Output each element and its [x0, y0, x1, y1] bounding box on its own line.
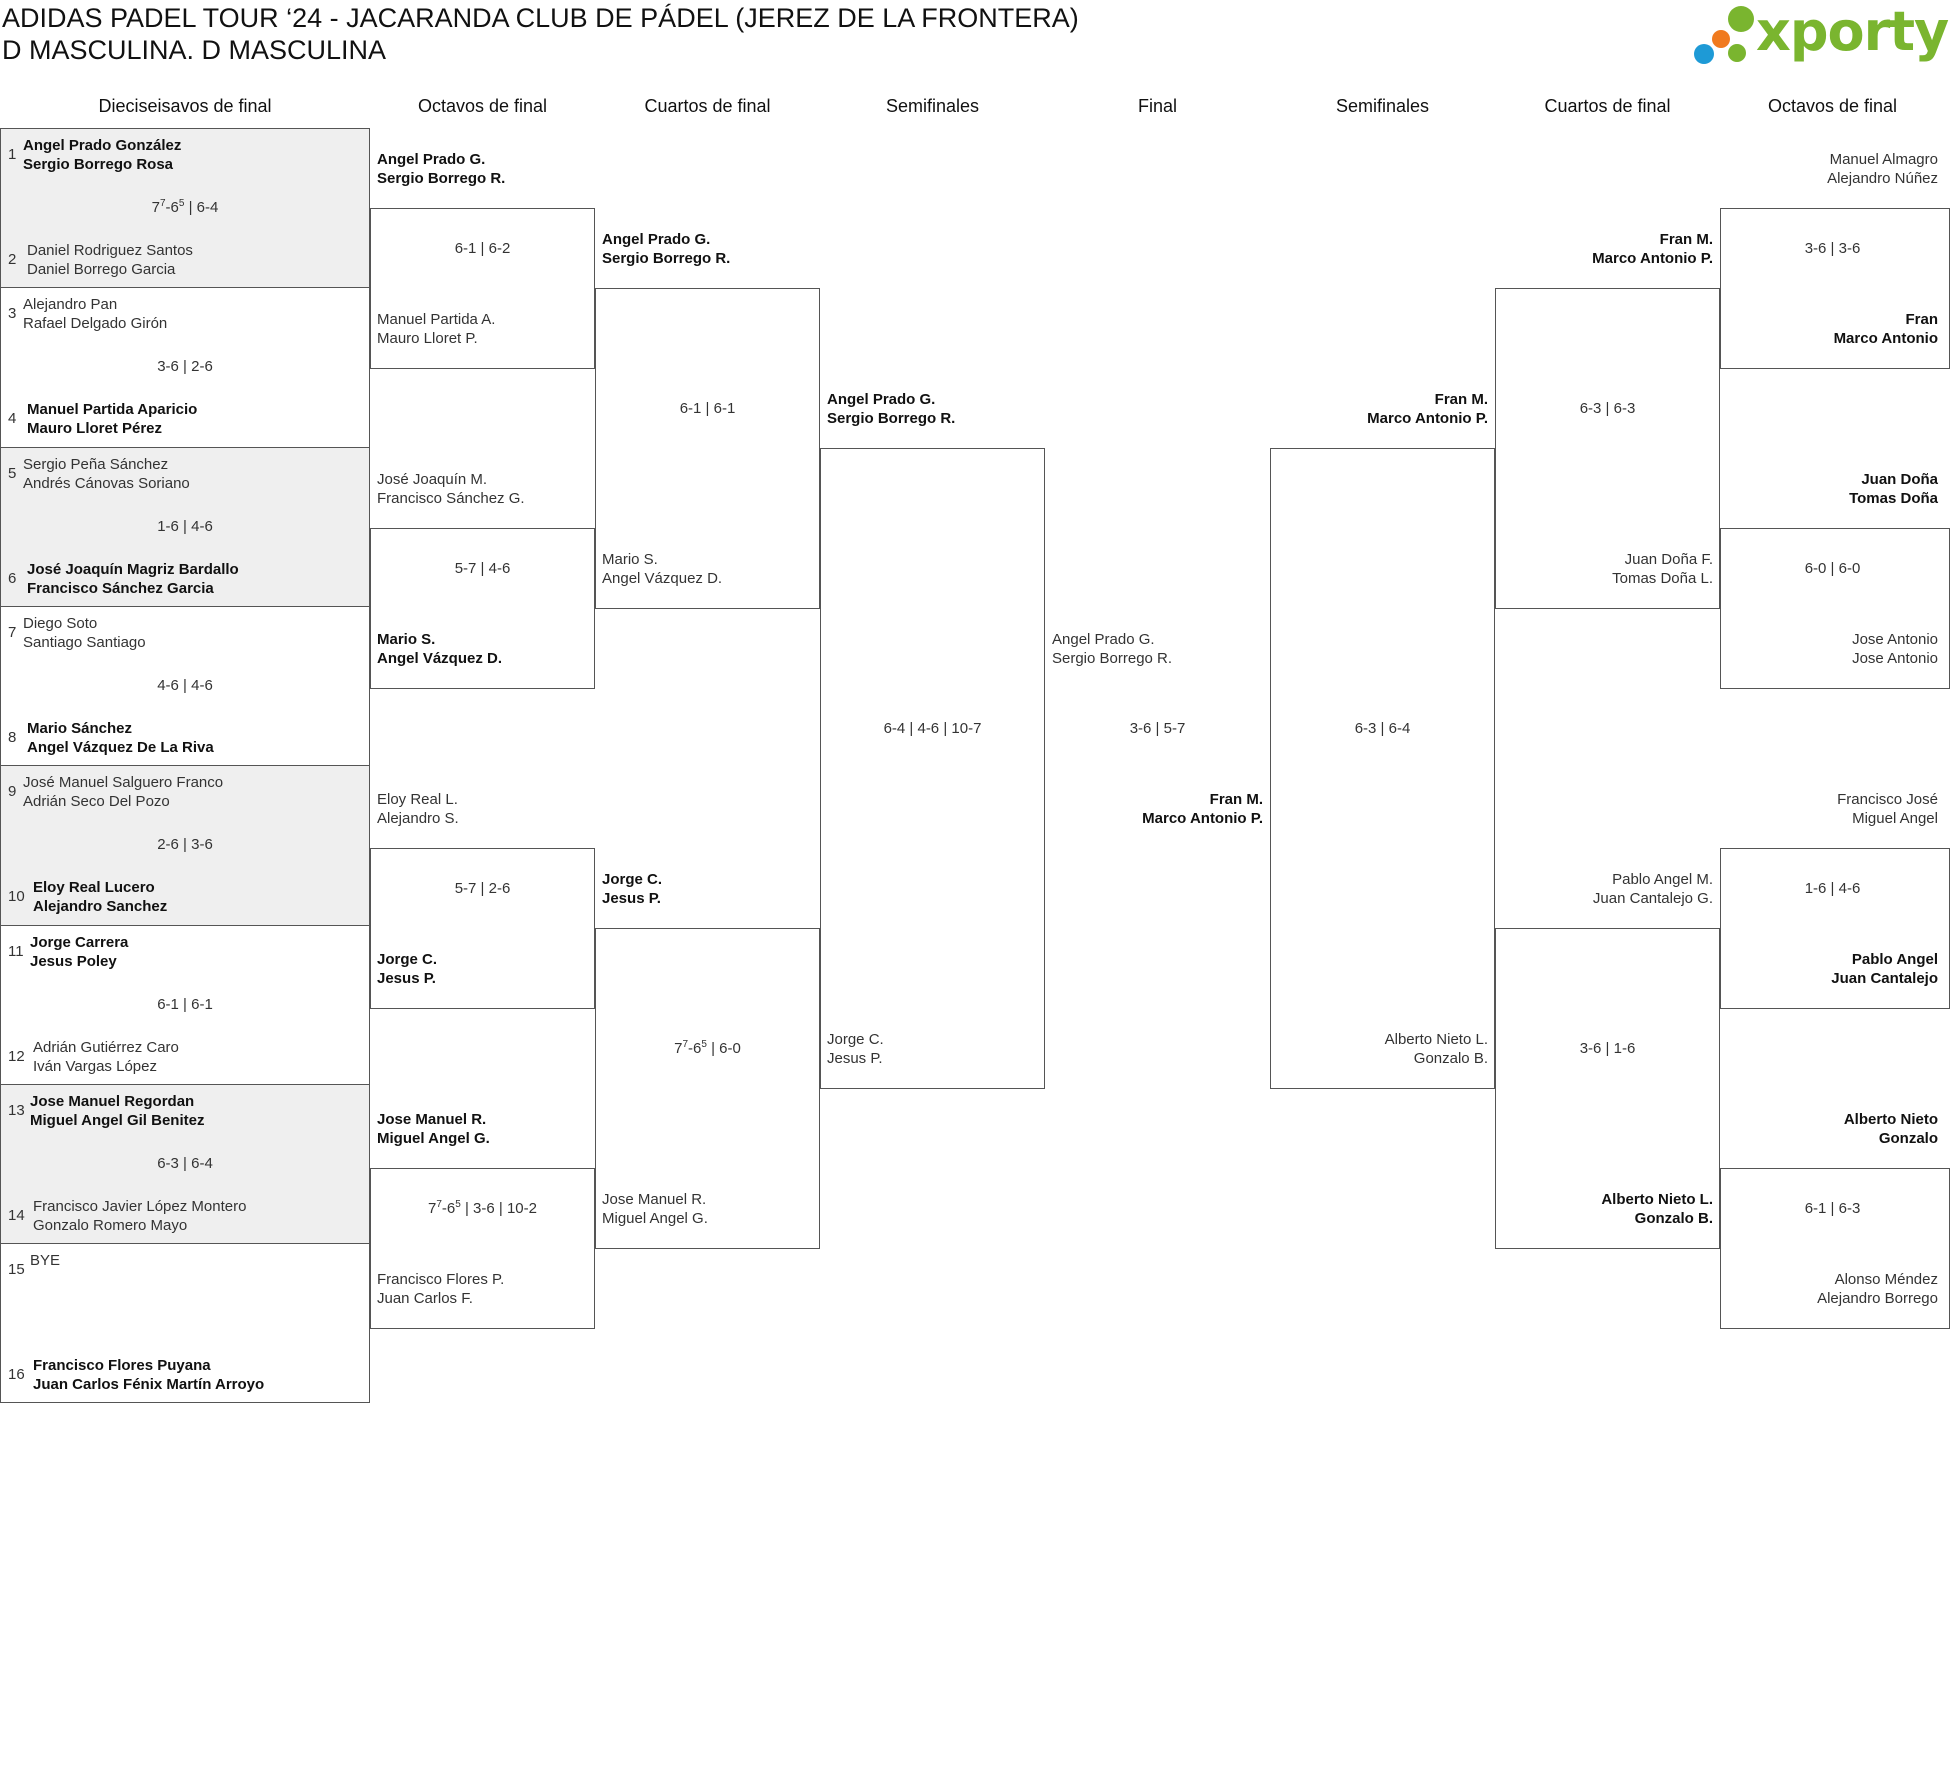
seed-number: 7 [8, 624, 17, 641]
round-header-r32: Dieciseisavos de final [98, 96, 272, 116]
r16-left-team1-player-1: Eloy Real L. [377, 791, 458, 808]
round-header-sf-left: Semifinales [885, 96, 980, 116]
r32-team2-player-1: Francisco Flores Puyana [33, 1357, 211, 1374]
xporty-logo[interactable] [1690, 0, 1949, 68]
seed-number: 1 [8, 146, 17, 163]
seed-number: 12 [8, 1048, 25, 1065]
sf-left-team2-player-1: Jorge C. [827, 1031, 884, 1048]
qf-right-team2-player-1: Juan Doña F. [1624, 551, 1713, 568]
qf-right-team1-player-2: Marco Antonio P. [1592, 250, 1713, 267]
r32-team1-player-2: Andrés Cánovas Soriano [23, 475, 190, 492]
sf-left-score: 6-4 | 4-6 | 10-7 [883, 720, 982, 737]
seed-number: 2 [8, 251, 17, 268]
r16-left-team1-player-2: Francisco Sánchez G. [377, 490, 525, 507]
seed-number: 6 [8, 570, 17, 587]
r16-left-team1-player-1: Jose Manuel R. [377, 1111, 487, 1128]
qf-left-score: 6-1 | 6-1 [679, 400, 736, 417]
r16-left-team2-player-2: Mauro Lloret P. [377, 330, 478, 347]
r32-team1-player-1: Diego Soto [23, 615, 98, 632]
sf-left-team1-player-2: Sergio Borrego R. [827, 410, 956, 427]
r32-team1-player-1: Sergio Peña Sánchez [23, 456, 169, 473]
r16-right-score: 6-0 | 6-0 [1804, 560, 1861, 577]
r16-right-team2-player-1: Jose Antonio [1852, 631, 1938, 648]
r32-team2-player-1: José Joaquín Magriz Bardallo [27, 561, 239, 578]
logo-dot-orange [1712, 30, 1730, 48]
r16-right-team1-player-2: Gonzalo [1878, 1130, 1938, 1147]
final-team2-player-2: Marco Antonio P. [1142, 810, 1263, 827]
sf-left-box [820, 448, 1045, 1089]
seed-number: 15 [8, 1261, 25, 1278]
sf-right-team2-player-1: Alberto Nieto L. [1384, 1031, 1488, 1048]
logo-dot-green-small [1728, 44, 1746, 62]
seed-number: 11 [8, 943, 24, 960]
r32-team2-player-2: Iván Vargas López [33, 1058, 157, 1075]
r16-left-team1-player-1: José Joaquín M. [377, 471, 488, 488]
seed-number: 3 [8, 305, 17, 322]
title-line-1: ADIDAS PADEL TOUR ‘24 - JACARANDA CLUB DE PÁDEL (JEREZ DE LA FRONTERA) [2, 3, 1079, 33]
r32-team1-player-1: José Manuel Salguero Franco [23, 774, 224, 791]
final-team1-player-2: Sergio Borrego R. [1052, 650, 1173, 667]
seed-number: 9 [8, 783, 17, 800]
r32-team1-player-1: BYE [30, 1252, 61, 1269]
r32-score: 2-6 | 3-6 [157, 836, 213, 853]
seed-number: 16 [8, 1366, 25, 1383]
r32-team2-player-2: Angel Vázquez De La Riva [27, 739, 214, 756]
sf-right-team1-player-1: Fran M. [1434, 391, 1488, 408]
r16-right-team2-player-2: Marco Antonio [1833, 330, 1938, 347]
r16-right-team2-player-2: Juan Cantalejo [1831, 970, 1938, 987]
seed-number: 13 [8, 1102, 25, 1119]
sf-right-score: 6-3 | 6-4 [1354, 720, 1411, 737]
r16-left-team1-player-1: Angel Prado G. [377, 151, 486, 168]
r16-right-score: 3-6 | 3-6 [1804, 240, 1861, 257]
r32-team1-player-2: Miguel Angel Gil Benitez [30, 1112, 205, 1129]
r32-team2-player-1: Daniel Rodriguez Santos [27, 242, 193, 259]
r16-right-team2-player-1: Alonso Méndez [1834, 1271, 1938, 1288]
r32-team2-player-2: Alejandro Sanchez [33, 898, 168, 915]
round-header-final: Final [1137, 96, 1177, 116]
qf-right-team1-player-2: Juan Cantalejo G. [1592, 890, 1713, 907]
qf-left-score: $7^7-6^5$ | 6-0 [674, 1039, 741, 1057]
round-header-qf-left: Cuartos de final [644, 96, 771, 116]
r32-team1-player-2: Jesus Poley [30, 953, 117, 970]
round-header-r16-right: Octavos de final [1767, 96, 1898, 116]
sf-right-team1-player-2: Marco Antonio P. [1367, 410, 1488, 427]
qf-right-team2-player-1: Alberto Nieto L. [1601, 1191, 1713, 1208]
r16-left-team2-player-2: Jesus P. [377, 970, 436, 987]
final-score: 3-6 | 5-7 [1129, 720, 1186, 737]
logo-dot-blue [1694, 44, 1714, 64]
round-header-r16-left: Octavos de final [417, 96, 548, 116]
r16-right-team1-player-2: Miguel Angel [1852, 810, 1938, 827]
r32-team2-player-2: Mauro Lloret Pérez [27, 420, 163, 437]
r16-left-team1-player-2: Sergio Borrego R. [377, 170, 506, 187]
qf-left-team2-player-1: Mario S. [602, 551, 658, 568]
r32-score: 3-6 | 2-6 [157, 358, 213, 375]
r32-team2-player-2: Juan Carlos Fénix Martín Arroyo [33, 1376, 265, 1393]
final-team2-player-1: Fran M. [1209, 791, 1263, 808]
qf-right-score: 6-3 | 6-3 [1579, 400, 1636, 417]
r32-team1-player-2: Rafael Delgado Girón [23, 315, 168, 332]
r16-right-team1-player-1: Alberto Nieto [1843, 1111, 1938, 1128]
r32-team1-player-2: Sergio Borrego Rosa [23, 156, 174, 173]
r32-team2-player-1: Eloy Real Lucero [33, 879, 155, 896]
sf-right-team2-player-2: Gonzalo B. [1413, 1050, 1488, 1067]
r16-left-team1-player-2: Miguel Angel G. [377, 1130, 490, 1147]
final-team1-player-1: Angel Prado G. [1052, 631, 1155, 648]
r16-right-team2-player-1: Pablo Angel [1851, 951, 1938, 968]
seed-number: 4 [8, 410, 17, 427]
seed-number: 10 [8, 888, 25, 905]
qf-right-team1-player-1: Fran M. [1659, 231, 1713, 248]
r16-left-score: 6-1 | 6-2 [454, 240, 511, 257]
r32-team2-player-1: Mario Sánchez [27, 720, 133, 737]
r32-team2-player-1: Francisco Javier López Montero [33, 1198, 247, 1215]
title-line-2: D MASCULINA. D MASCULINA [2, 35, 387, 65]
r32-score: 6-3 | 6-4 [157, 1155, 213, 1172]
sf-right-box [1270, 448, 1495, 1089]
qf-right-score: 3-6 | 1-6 [1579, 1040, 1636, 1057]
logo-dot-green [1728, 6, 1754, 32]
r16-left-team2-player-1: Francisco Flores P. [377, 1271, 505, 1288]
r32-team2-player-2: Gonzalo Romero Mayo [33, 1217, 188, 1234]
r16-left-team1-player-2: Alejandro S. [377, 810, 459, 827]
r16-right-team1-player-1: Juan Doña [1861, 471, 1938, 488]
r16-right-team2-player-1: Fran [1905, 311, 1938, 328]
r16-right-team1-player-1: Francisco José [1837, 791, 1938, 808]
r16-right-score: 6-1 | 6-3 [1804, 1200, 1861, 1217]
r32-score: $7^7-6^5$ | 6-4 [151, 198, 219, 216]
r16-right-team2-player-2: Jose Antonio [1852, 650, 1938, 667]
r32-team1-player-2: Adrián Seco Del Pozo [23, 793, 170, 810]
r16-left-team2-player-1: Mario S. [377, 631, 436, 648]
r32-team2-player-1: Adrián Gutiérrez Caro [33, 1039, 179, 1056]
r32-score: 1-6 | 4-6 [157, 518, 213, 535]
r16-left-score: 5-7 | 4-6 [454, 560, 511, 577]
round-header-sf-right: Semifinales [1335, 96, 1430, 116]
logo-text: xporty [1756, 0, 1949, 63]
r32-team1-player-1: Jose Manuel Regordan [30, 1093, 195, 1110]
round-header-qf-right: Cuartos de final [1544, 96, 1671, 116]
seed-number: 14 [8, 1207, 25, 1224]
r16-right-team1-player-1: Manuel Almagro [1829, 151, 1938, 168]
qf-left-team2-player-2: Miguel Angel G. [602, 1210, 708, 1227]
r32-team2-player-2: Daniel Borrego Garcia [27, 261, 176, 278]
r16-left-team2-player-1: Jorge C. [377, 951, 438, 968]
r16-left-score: 5-7 | 2-6 [454, 880, 511, 897]
r16-right-team2-player-2: Alejandro Borrego [1817, 1290, 1938, 1307]
seed-number: 8 [8, 729, 17, 746]
r32-score: 6-1 | 6-1 [157, 996, 213, 1013]
qf-right-team2-player-2: Tomas Doña L. [1612, 570, 1713, 587]
r16-right-score: 1-6 | 4-6 [1804, 880, 1861, 897]
r32-team1-player-1: Alejandro Pan [23, 296, 118, 313]
sf-left-team1-player-1: Angel Prado G. [827, 391, 936, 408]
sf-left-team2-player-2: Jesus P. [827, 1050, 883, 1067]
qf-left-team2-player-2: Angel Vázquez D. [602, 570, 723, 587]
r32-score: 4-6 | 4-6 [157, 677, 213, 694]
qf-left-team1-player-1: Angel Prado G. [602, 231, 711, 248]
seed-number: 5 [8, 465, 17, 482]
r32-team1-player-1: Jorge Carrera [30, 934, 129, 951]
qf-left-team1-player-1: Jorge C. [602, 871, 663, 888]
r16-left-score: $7^7-6^5$ | 3-6 | 10-2 [428, 1199, 537, 1217]
tournament-title [2, 2, 1079, 66]
r32-team2-player-2: Francisco Sánchez Garcia [27, 580, 214, 597]
qf-left-team1-player-2: Jesus P. [602, 890, 661, 907]
r16-right-team1-player-2: Tomas Doña [1849, 490, 1938, 507]
r16-left-team2-player-1: Manuel Partida A. [377, 311, 496, 328]
qf-right-team2-player-2: Gonzalo B. [1634, 1210, 1713, 1227]
r16-left-team2-player-2: Juan Carlos F. [377, 1290, 473, 1307]
r16-left-team2-player-2: Angel Vázquez D. [377, 650, 503, 667]
r32-team1-player-2: Santiago Santiago [23, 634, 146, 651]
r32-team2-player-1: Manuel Partida Aparicio [27, 401, 198, 418]
r16-right-team1-player-2: Alejandro Núñez [1827, 170, 1938, 187]
r32-team1-player-1: Angel Prado González [23, 137, 182, 154]
qf-left-team2-player-1: Jose Manuel R. [602, 1191, 707, 1208]
qf-left-team1-player-2: Sergio Borrego R. [602, 250, 731, 267]
qf-right-team1-player-1: Pablo Angel M. [1612, 871, 1713, 888]
